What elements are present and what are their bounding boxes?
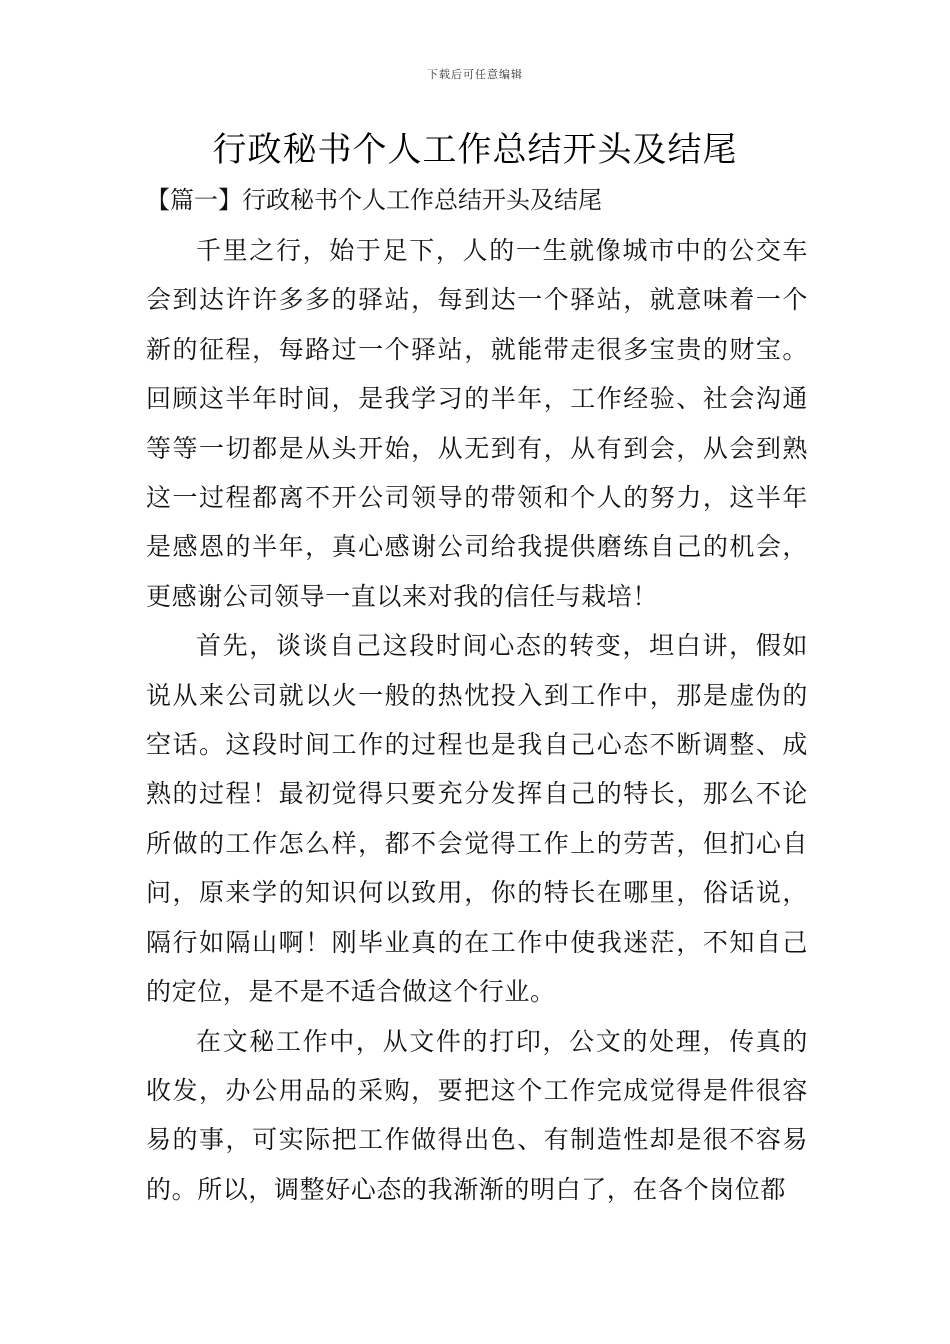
section-heading: 【篇一】行政秘书个人工作总结开头及结尾: [146, 186, 602, 214]
header-note: 下载后可任意编辑: [427, 68, 523, 81]
paragraph-3: 在文秘工作中，从文件的打印，公文的处理，传真的收发，办公用品的采购，要把这个工作完成觉得是件很容易的事，可实际把工作做得出色、有制造性却是很不容易的。所以，调整好心态的我渐渐的明白了，在各个岗位都: [146, 1026, 808, 1204]
paragraph-2: 首先，谈谈自己这段时间心态的转变，坦白讲，假如说从来公司就以火一般的热忱投入到工作中，那是虚伪的空话。这段时间工作的过程也是我自己心态不断调整、成熟的过程！最初觉得只要充分发挥自己的特长，那么不论所做的工作怎么样，都不会觉得工作上的劳苦，但扪心自问，原来学的知识何以致用，你的特长在哪里，俗话说，隔行如隔山啊！刚毕业真的在工作中使我迷茫，不知自己的定位，是不是不适合做这个行业。: [146, 631, 808, 1007]
document-title: 行政秘书个人工作总结开头及结尾: [212, 130, 738, 170]
body-text: [146, 226, 808, 1214]
paragraph-1: 千里之行，始于足下，人的一生就像城市中的公交车会到达许许多多的驿站，每到达一个驿站，就意味着一个新的征程，每路过一个驿站，就能带走很多宝贵的财宝。回顾这半年时间，是我学习的半年，工作经验、社会沟通等等一切都是从头开始，从无到有，从有到会，从会到熟这一过程都离不开公司领导的带领和个人的努力，这半年是感恩的半年，真心感谢公司给我提供磨练自己的机会，更感谢公司领导一直以来对我的信任与栽培！: [146, 236, 808, 611]
